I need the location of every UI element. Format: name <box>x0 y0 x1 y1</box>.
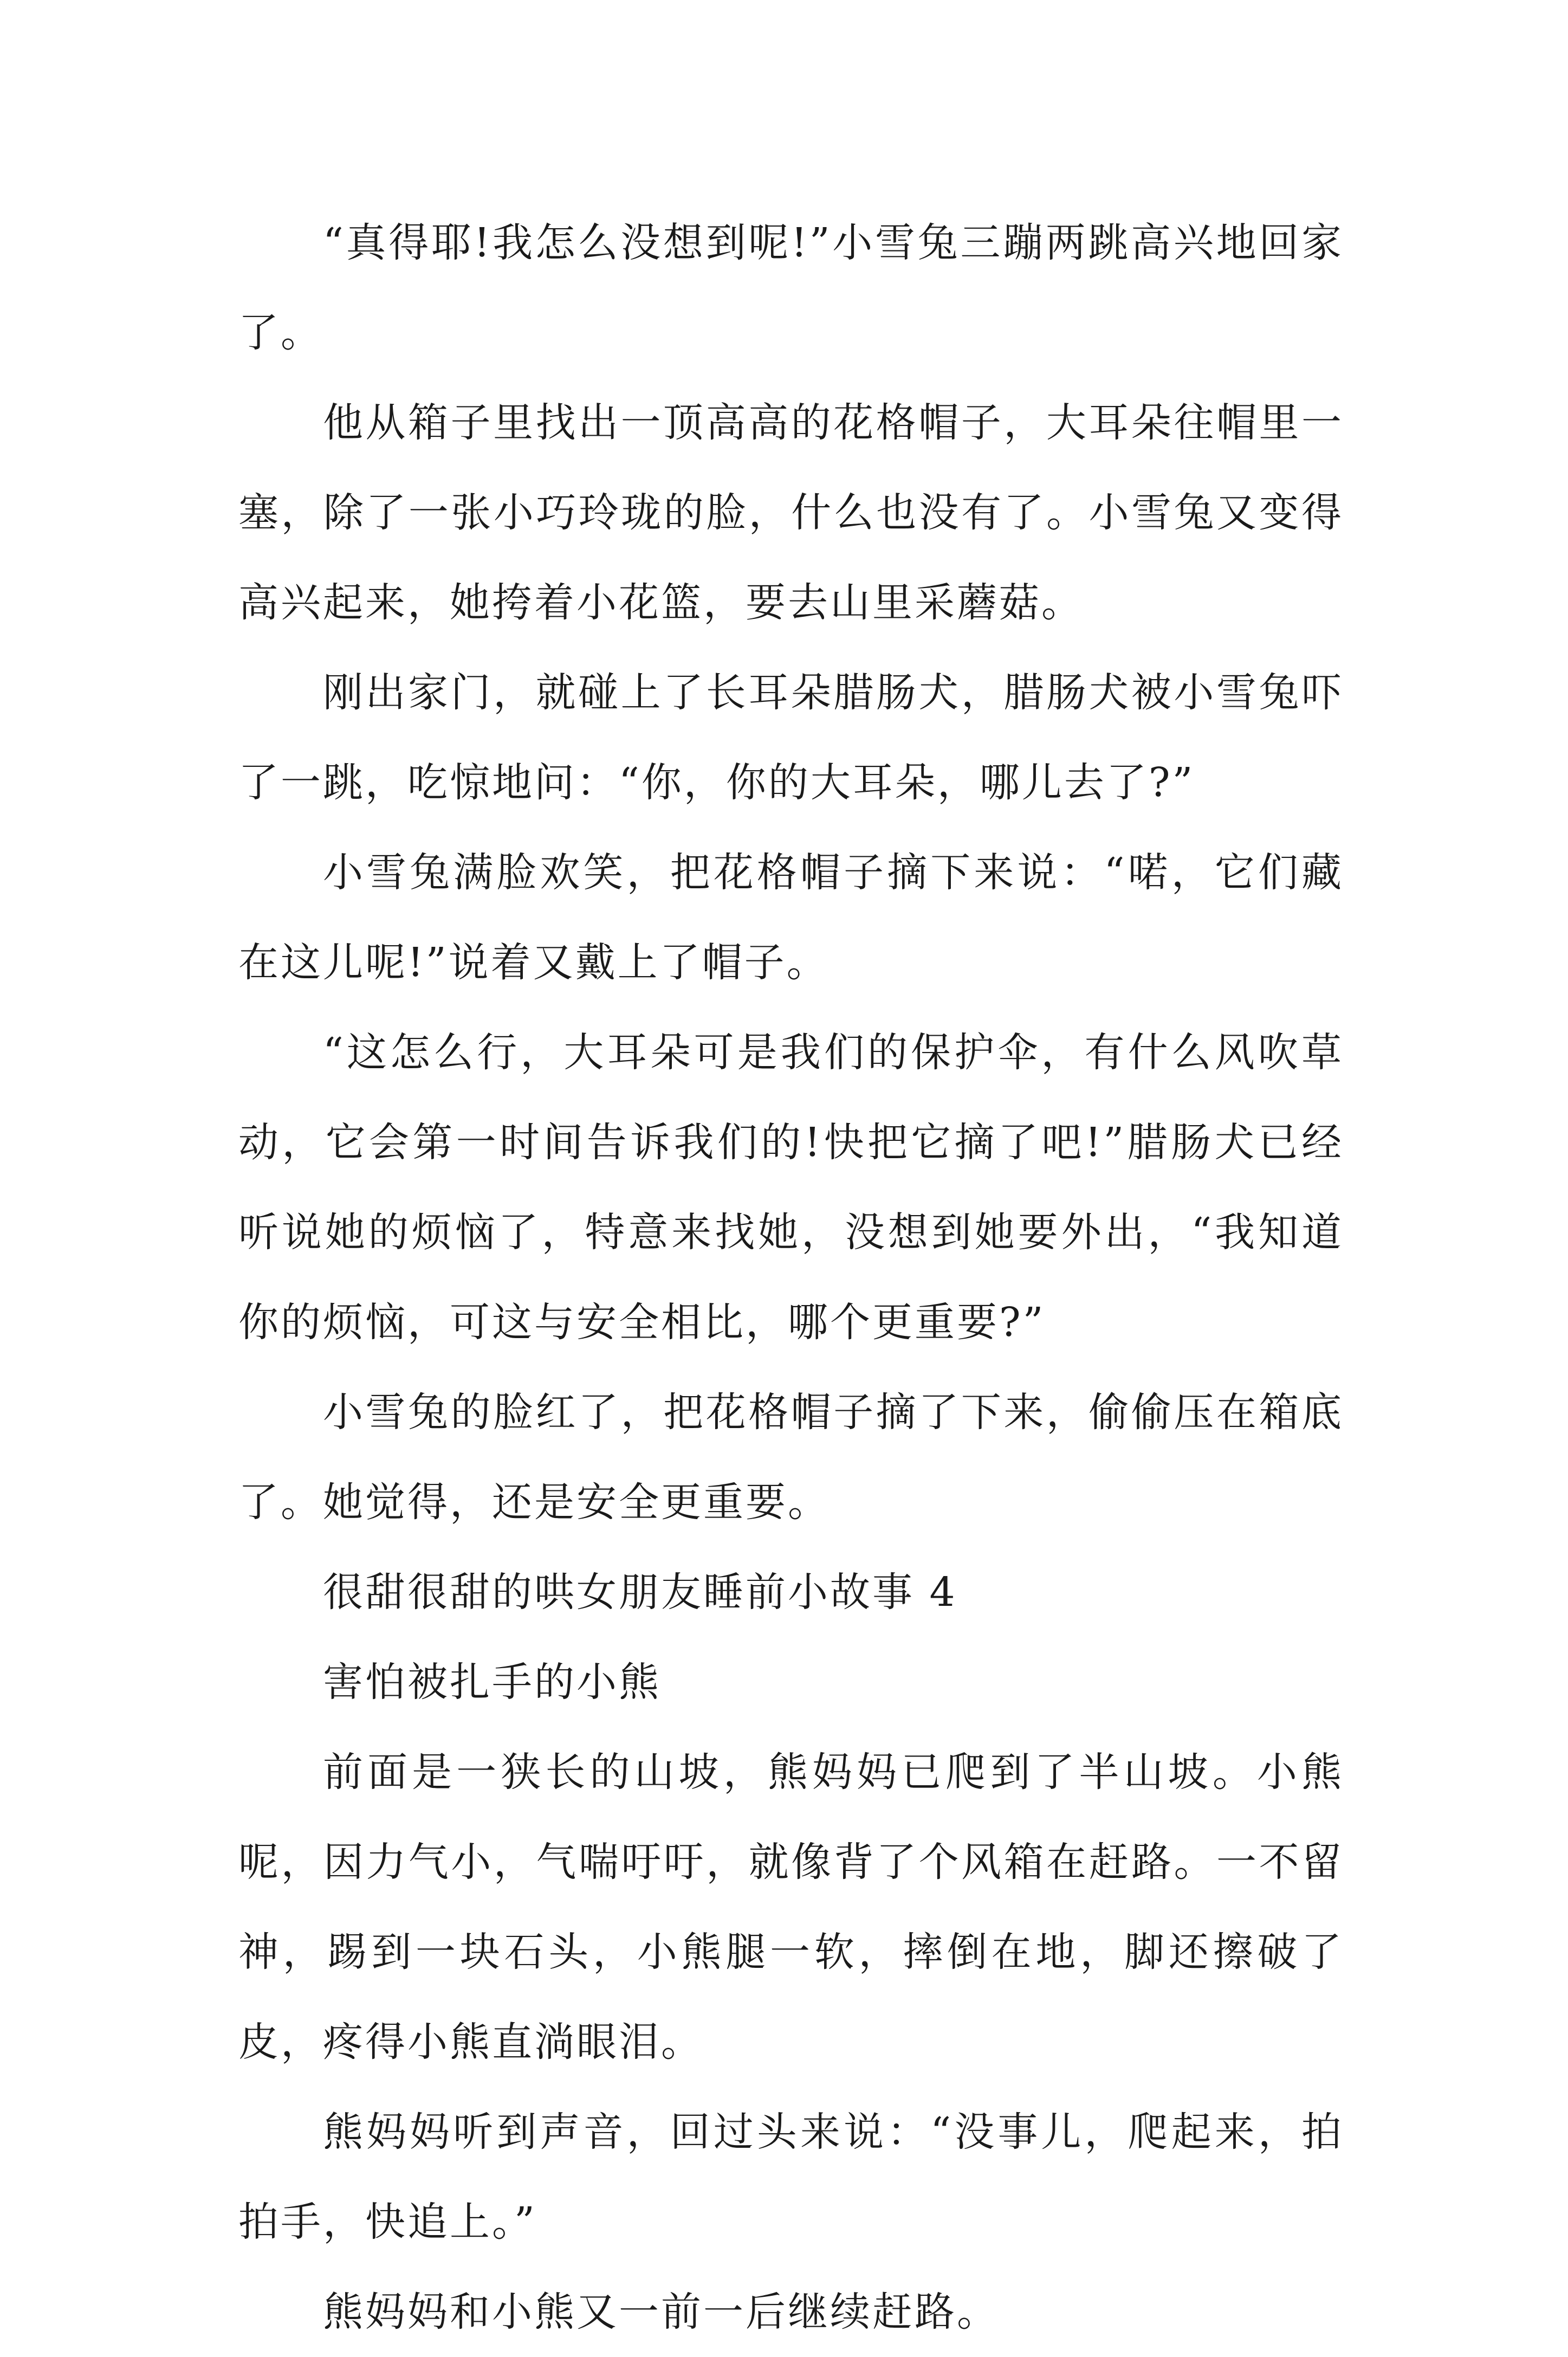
paragraph-8: 熊妈妈听到声音，回过头来说：“没事儿，爬起来，拍拍手，快追上。” <box>238 2109 1344 2245</box>
paragraph-6: 小雪兔的脸红了，把花格帽子摘了下来，偷偷压在箱底了。她觉得，还是安全更重要。 <box>238 1389 1344 1526</box>
paragraph-5: “这怎么行，大耳朵可是我们的保护伞，有什么风吹草动，它会第一时间告诉我们的!快把它摘了吧!”腊肠犬已经听说她的烦恼了，特意来找她，没想到她要外出，“我知道你的烦恼，可这与安全相比，哪个更重要?” <box>238 1029 1344 1346</box>
paragraph-3: 刚出家门，就碰上了长耳朵腊肠犬，腊肠犬被小雪兔吓了一跳，吃惊地问：“你，你的大耳朵，哪儿去了?” <box>238 669 1344 806</box>
document-body <box>238 198 1344 2357</box>
paragraph-2: 他从箱子里找出一顶高高的花格帽子，大耳朵往帽里一塞，除了一张小巧玲珑的脸，什么也没有了。小雪兔又变得高兴起来，她挎着小花篮，要去山里采蘑菇。 <box>238 399 1344 626</box>
paragraph-7: 前面是一狭长的山坡，熊妈妈已爬到了半山坡。小熊呢，因力气小，气喘吁吁，就像背了个风箱在赶路。一不留神，踢到一块石头，小熊腿一软，摔倒在地，脚还擦破了皮，疼得小熊直淌眼泪。 <box>238 1749 1344 2065</box>
paragraph-9: 熊妈妈和小熊又一前一后继续赶路。 <box>323 2289 999 2335</box>
section-heading: 很甜很甜的哄女朋友睡前小故事 4 <box>323 1569 957 1616</box>
paragraph-4: 小雪兔满脸欢笑，把花格帽子摘下来说：“喏，它们藏在这儿呢!”说着又戴上了帽子。 <box>238 849 1344 986</box>
paragraph-1: “真得耶!我怎么没想到呢!”小雪兔三蹦两跳高兴地回家了。 <box>238 219 1344 356</box>
story-title: 害怕被扎手的小熊 <box>323 1659 661 1706</box>
